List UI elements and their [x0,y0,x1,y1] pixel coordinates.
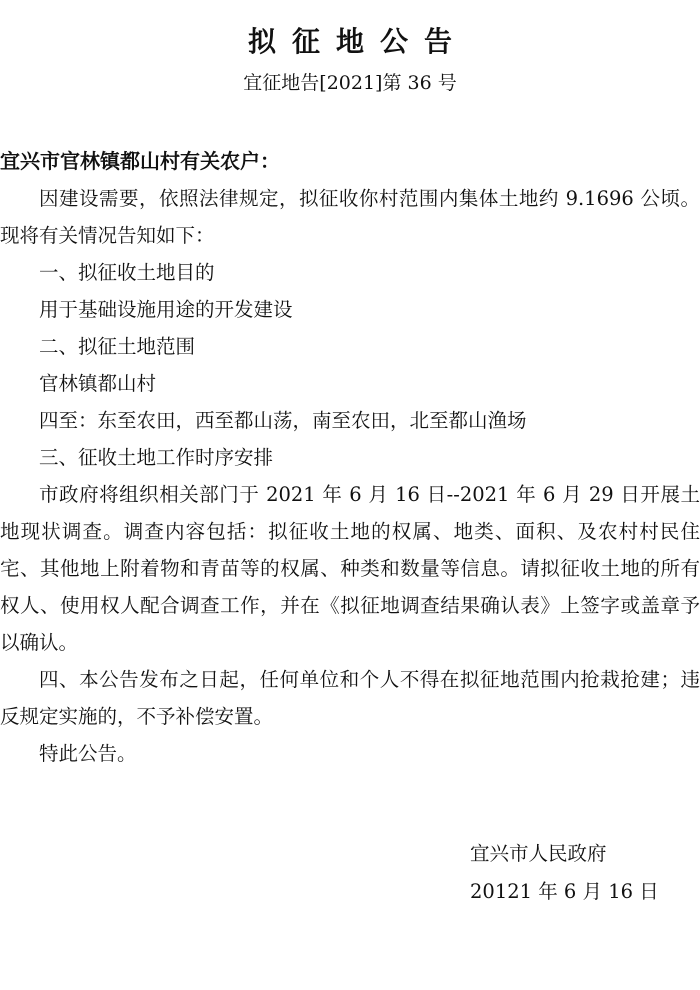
notice-title: 拟征地公告 [247,25,468,58]
section2-boundaries: 四至：东至农田，西至都山荡，南至农田，北至都山渔场 [39,409,527,432]
intro-paragraph: 因建设需要，依照法律规定，拟征收你村范围内集体土地约 9.1696 公顷。现将有关情况告知如下： [0,187,700,247]
section2-location: 官林镇都山村 [39,372,157,395]
section1-heading: 一、拟征收土地目的 [39,261,215,284]
section1-content: 用于基础设施用途的开发建设 [39,298,293,321]
section2-heading: 二、拟征土地范围 [39,335,196,358]
section3-heading: 三、征收土地工作时序安排 [39,446,274,469]
document-number: 宜征地告[2021]第 36 号 [243,72,457,94]
issuer-name: 宜兴市人民政府 [470,842,607,865]
notice-body [0,180,700,772]
section3-content: 市政府将组织相关部门于 2021 年 6 月 16 日--2021 年 6 月 29 日开展土地现状调查。调查内容包括：拟征收土地的权属、地类、面积、及农村村民住宅、其他地上附着物和青苗等的权属、种类和数量等信息。请拟征收土地的所有权人、使用权人配合调查工作，并在《拟征地调查结果确认表》上签字或盖章予以确认。 [0,483,700,654]
issue-date: 20121 年 6 月 16 日 [470,880,659,903]
closing-text: 特此公告。 [39,742,137,765]
section4-paragraph: 四、本公告发布之日起，任何单位和个人不得在拟征地范围内抢栽抢建；违反规定实施的，不予补偿安置。 [0,668,700,728]
addressee: 宜兴市官林镇都山村有关农户： [0,149,280,173]
